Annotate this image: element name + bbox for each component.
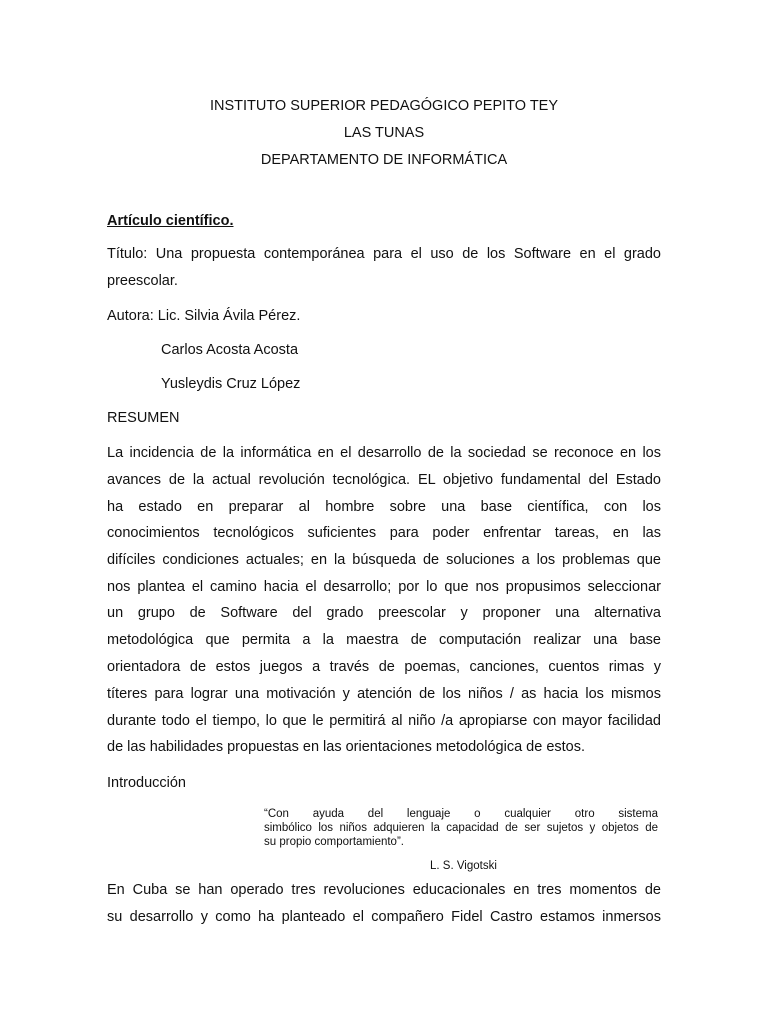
article-type-heading: Artículo científico.	[107, 213, 234, 229]
resumen-line: orientadora de estos juegos a través de poemas, canciones, cuentos rimas y	[107, 659, 661, 675]
author-name: Carlos Acosta Acosta	[161, 342, 299, 358]
quote-line: “Con ayuda del lenguaje o cualquier otro sistema	[264, 808, 658, 820]
resumen-line: metodológica que permita a la maestra de computación realizar una base	[107, 632, 661, 648]
introduccion-heading: Introducción	[107, 775, 186, 791]
resumen-line: difíciles condiciones actuales; en la búsqueda de soluciones a los problemas que	[107, 552, 661, 568]
institute-name: INSTITUTO SUPERIOR PEDAGÓGICO PEPITO TEY	[209, 98, 559, 114]
title-line: preescolar.	[107, 273, 178, 289]
title-line: Título: Una propuesta contemporánea para el uso de los Software en el grado	[107, 246, 661, 262]
department-name: DEPARTAMENTO DE INFORMÁTICA	[260, 152, 508, 168]
resumen-line: títeres para lograr una motivación y atención de los niños / as hacia los mismos	[107, 686, 661, 702]
quote-line: su propio comportamiento”.	[264, 836, 404, 848]
resumen-line: conocimientos tecnológicos suficientes para poder enfrentar tareas, en las	[107, 525, 661, 541]
resumen-heading: RESUMEN	[107, 410, 180, 426]
resumen-line: avances de la actual revolución tecnológica. EL objetivo fundamental del Estado	[107, 472, 661, 488]
body-line: En Cuba se han operado tres revoluciones educacionales en tres momentos de	[107, 882, 661, 898]
quote-author: L. S. Vigotski	[430, 860, 497, 872]
city-name: LAS TUNAS	[343, 125, 425, 141]
resumen-line: ha estado en preparar al hombre sobre una base científica, con los	[107, 499, 661, 515]
resumen-line: nos plantea el camino hacia el desarrollo; por lo que nos propusimos seleccionar	[107, 579, 661, 595]
resumen-line: durante todo el tiempo, lo que le permitirá al niño /a apropiarse con mayor facilidad	[107, 713, 661, 729]
resumen-line: de las habilidades propuestas en las orientaciones metodológica de estos.	[107, 739, 586, 755]
body-line: su desarrollo y como ha planteado el compañero Fidel Castro estamos inmersos	[107, 909, 661, 925]
authors-label-line: Autora: Lic. Silvia Ávila Pérez.	[107, 308, 301, 324]
epigraph-quote	[264, 807, 658, 849]
resumen-line: un grupo de Software del grado preescolar y proponer una alternativa	[107, 605, 661, 621]
author-name: Yusleydis Cruz López	[161, 376, 301, 392]
resumen-line: La incidencia de la informática en el desarrollo de la sociedad se reconoce en los	[107, 445, 661, 461]
quote-line: simbólico los niños adquieren la capacidad de ser sujetos y objetos de	[264, 822, 658, 834]
